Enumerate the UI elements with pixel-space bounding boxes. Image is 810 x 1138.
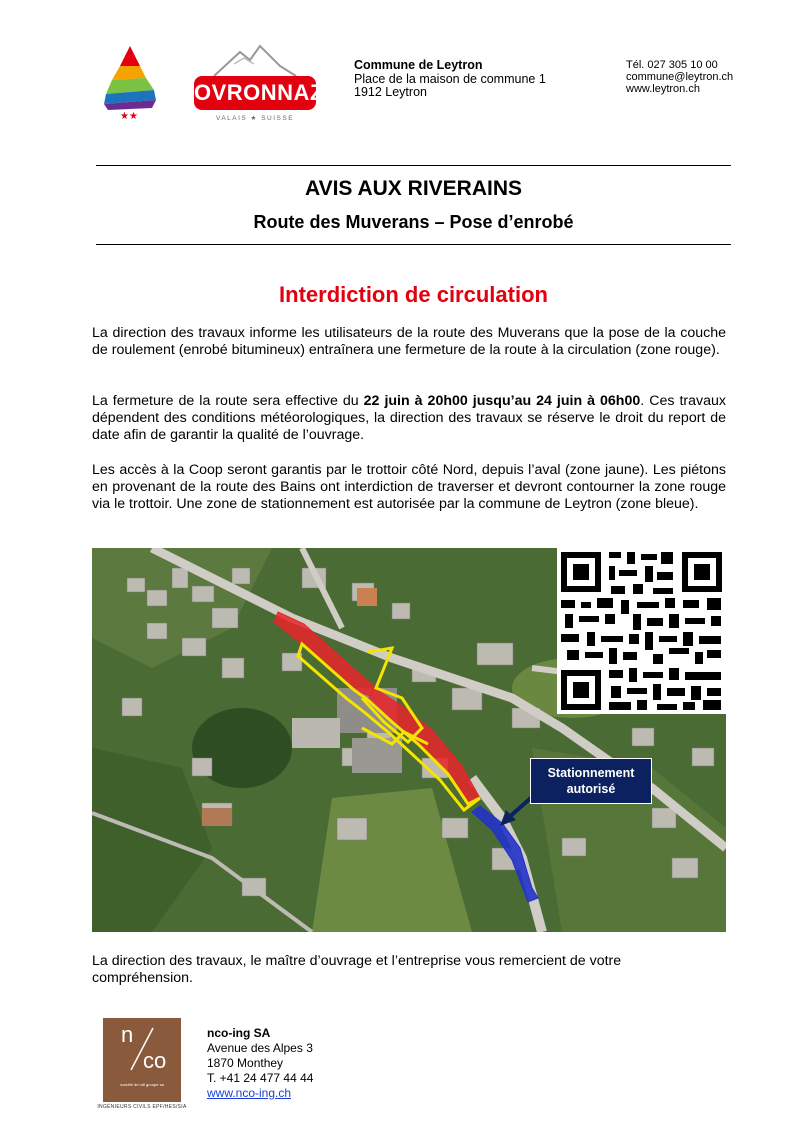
commune-name: Commune de Leytron xyxy=(354,58,483,72)
top-rule xyxy=(96,165,731,166)
nco-caption: INGÉNIEURS CIVILS EPF/HES/SIA xyxy=(97,1104,187,1110)
paragraph-2-start: La fermeture de la route sera effective du xyxy=(92,393,364,409)
website-link[interactable]: www.leytron.ch xyxy=(626,83,700,95)
nco-logo xyxy=(103,1018,181,1102)
paragraph-2 xyxy=(92,393,726,444)
section-title: Interdiction de circulation xyxy=(279,282,548,307)
footer-street: Avenue des Alpes 3 xyxy=(207,1041,313,1055)
paragraph-1: La direction des travaux informe les utilisateurs de la route des Muverans que la pose de la couche de roulement (enrobé bitumineux) entraînera une fermeture de la route à la circulation (zone rouge). xyxy=(92,325,726,358)
closure-dates: 22 juin à 20h00 jusqu’au 24 juin à 06h00 xyxy=(363,393,641,409)
phone-text: Tél. 027 305 10 00 xyxy=(626,59,718,71)
slash-icon xyxy=(103,1018,181,1078)
footer-city: 1870 Monthey xyxy=(207,1056,284,1070)
nco-logo-small: société de ndi groupe sa xyxy=(120,1082,164,1087)
qr-code-graphic xyxy=(557,548,726,714)
parking-callout xyxy=(530,758,652,804)
address-line-1: Place de la maison de commune 1 xyxy=(354,72,546,86)
closing-paragraph: La direction des travaux, le maître d’ouvrage et l’entreprise vous remercient de votre compréhension. xyxy=(92,953,622,986)
ovronnaz-logo xyxy=(194,44,324,126)
paragraph-2-end: . Ces travaux dépendent des conditions météorologiques, la direction des travaux se réserve le droit du report de date afin de garantir la qualité de l’ouvrage. xyxy=(92,393,726,443)
nco-logo-top: n xyxy=(121,1022,134,1047)
nco-logo-bottom: co xyxy=(143,1048,167,1073)
svg-text:★★: ★★ xyxy=(120,111,138,120)
bottom-rule xyxy=(96,244,731,245)
callout-line-2: autorisé xyxy=(566,782,616,796)
paragraph-3: Les accès à la Coop seront garantis par le trottoir côté Nord, depuis l’aval (zone jaune). Les piétons en provenant de la route des Bains ont interdiction de traverser et devront contourner la zone rouge via le trottoir. Une zone de stationnement est autorisée par la commune de Leytron (zone bleue). xyxy=(92,462,726,512)
footer-phone: T. +41 24 477 44 44 xyxy=(207,1071,314,1085)
email-link[interactable]: commune@leytron.ch xyxy=(626,71,734,83)
page-title: AVIS AUX RIVERAINS xyxy=(304,177,523,200)
callout-line-1: Stationnement xyxy=(547,766,635,780)
footer-website-link[interactable]: www.nco-ing.ch xyxy=(207,1086,292,1100)
ovronnaz-logo-text: OVRONNAZ xyxy=(194,76,316,110)
qr-code-icon[interactable] xyxy=(557,548,726,714)
valais-logo-icon xyxy=(100,44,158,120)
footer-company: nco-ing SA xyxy=(207,1026,271,1040)
ovronnaz-logo-sub: VALAIS ★ SUISSE xyxy=(215,115,295,122)
address-line-2: 1912 Leytron xyxy=(354,85,427,99)
mountain-icon xyxy=(194,44,316,78)
page-subtitle: Route des Muverans – Pose d’enrobé xyxy=(253,212,574,232)
